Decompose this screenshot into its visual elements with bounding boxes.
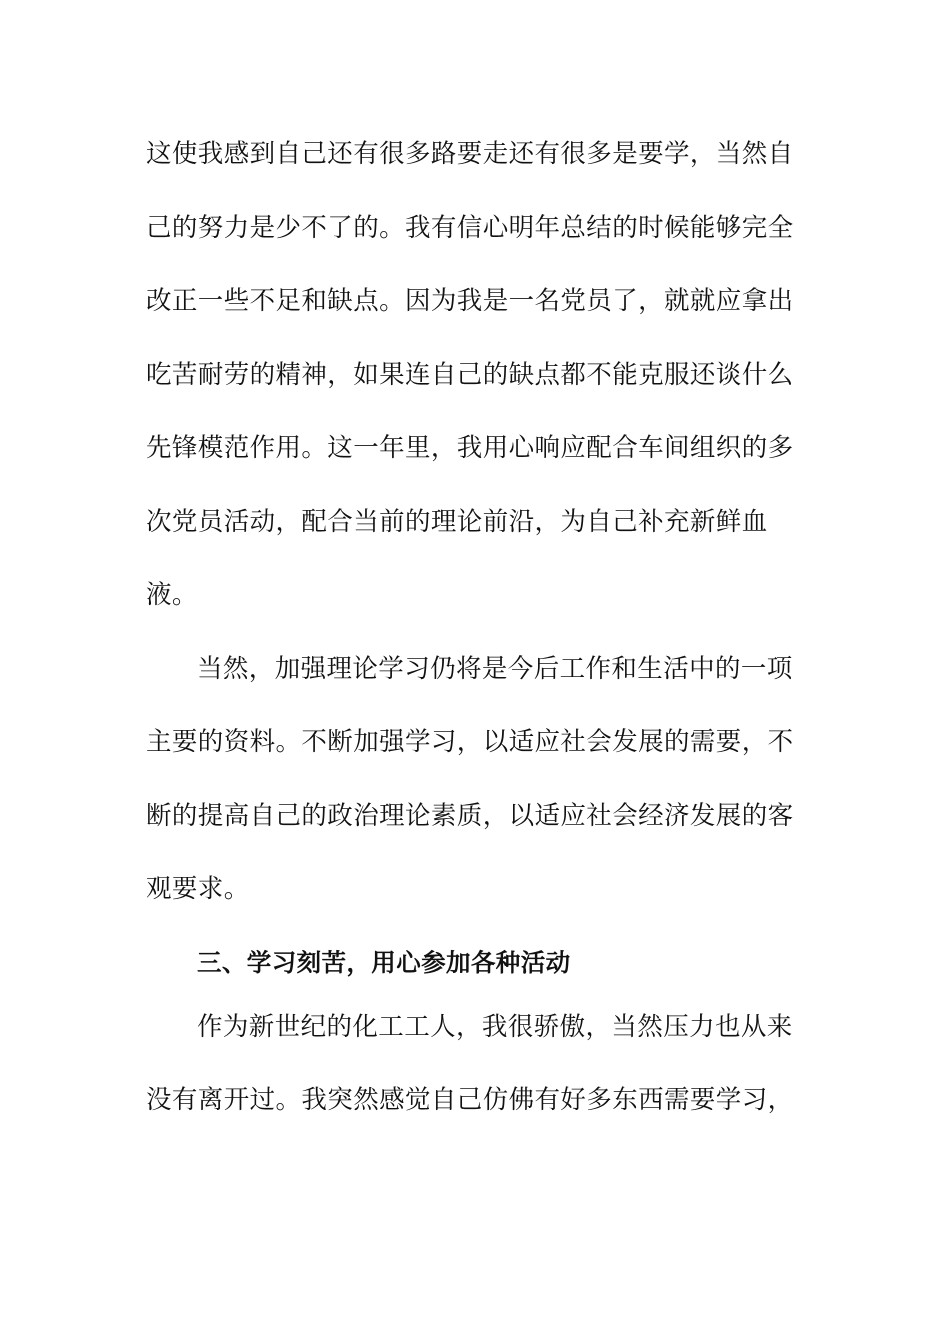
document-body [146,126,794,1146]
paragraph-line-2: 己的努力是少不了的。我有信心明年总结的时候能够完全 [146,212,794,243]
paragraph-line-6: 次党员活动，配合当前的理论前沿，为自己补充新鲜血 [146,506,768,537]
paragraph-line-7: 液。 [146,580,198,610]
paragraph-line-13: 作为新世纪的化工工人，我很骄傲，当然压力也从来 [197,1011,793,1042]
paragraph-line-14: 没有离开过。我突然感觉自己仿佛有好多东西需要学习， [146,1085,794,1115]
paragraph-line-10: 断的提高自己的政治理论素质，以适应社会经济发展的客 [146,800,794,831]
paragraph-line-3: 改正一些不足和缺点。因为我是一名党员了，就就应拿出 [146,286,794,316]
paragraph-line-1: 这使我感到自己还有很多路要走还有很多是要学，当然自 [146,139,794,169]
paragraph-line-11: 观要求。 [146,874,250,904]
paragraph-line-4: 吃苦耐劳的精神，如果连自己的缺点都不能克服还谈什么 [146,359,794,390]
paragraph-line-8: 当然，加强理论学习仍将是今后工作和生活中的一项 [197,653,793,684]
section-heading: 三、学习刻苦，用心参加各种活动 [197,947,571,977]
paragraph-line-5: 先锋模范作用。这一年里，我用心响应配合车间组织的多 [146,433,794,463]
paragraph-line-9: 主要的资料。不断加强学习，以适应社会发展的需要，不 [146,727,794,757]
